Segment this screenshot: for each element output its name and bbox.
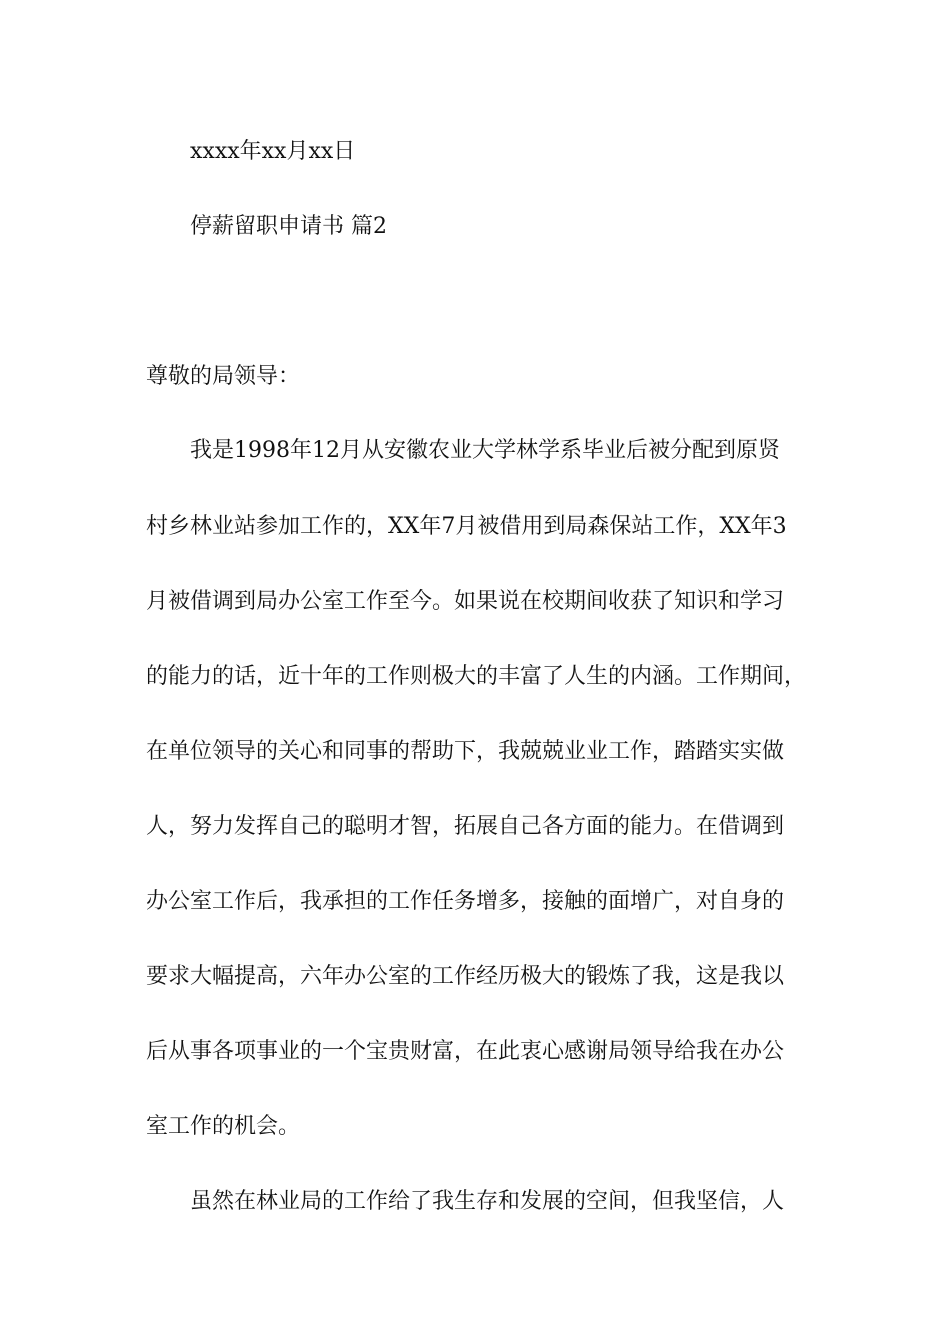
paragraph-1-line-10: 室工作的机会。 [146,1114,301,1139]
paragraph-1-line-8: 要求大幅提高，六年办公室的工作经历极大的锻炼了我，这是我以 [146,964,785,989]
salutation: 尊敬的局领导： [146,364,301,389]
document-heading: 停薪留职申请书 篇2 [190,214,387,239]
paragraph-1-line-9: 后从事各项事业的一个宝贵财富，在此衷心感谢局领导给我在办公 [146,1039,785,1064]
paragraph-1-line-7: 办公室工作后，我承担的工作任务增多，接触的面增广，对自身的 [146,889,785,914]
paragraph-1-line-4: 的能力的话，近十年的工作则极大的丰富了人生的内涵。工作期间， [146,664,807,689]
paragraph-1-line-2: 村乡林业站参加工作的，XX年7月被借用到局森保站工作，XX年3 [146,514,787,539]
paragraph-1-line-5: 在单位领导的关心和同事的帮助下，我兢兢业业工作，踏踏实实做 [146,739,785,764]
paragraph-1-line-3: 月被借调到局办公室工作至今。如果说在校期间收获了知识和学习 [146,589,785,614]
paragraph-2-line-1: 虽然在林业局的工作给了我生存和发展的空间，但我坚信，人 [190,1189,785,1214]
date-line: xxxx年xx月xx日 [190,139,356,164]
paragraph-1-line-1: 我是1998年12月从安徽农业大学林学系毕业后被分配到原贤 [190,438,780,463]
paragraph-1-line-6: 人，努力发挥自己的聪明才智，拓展自己各方面的能力。在借调到 [146,814,785,839]
